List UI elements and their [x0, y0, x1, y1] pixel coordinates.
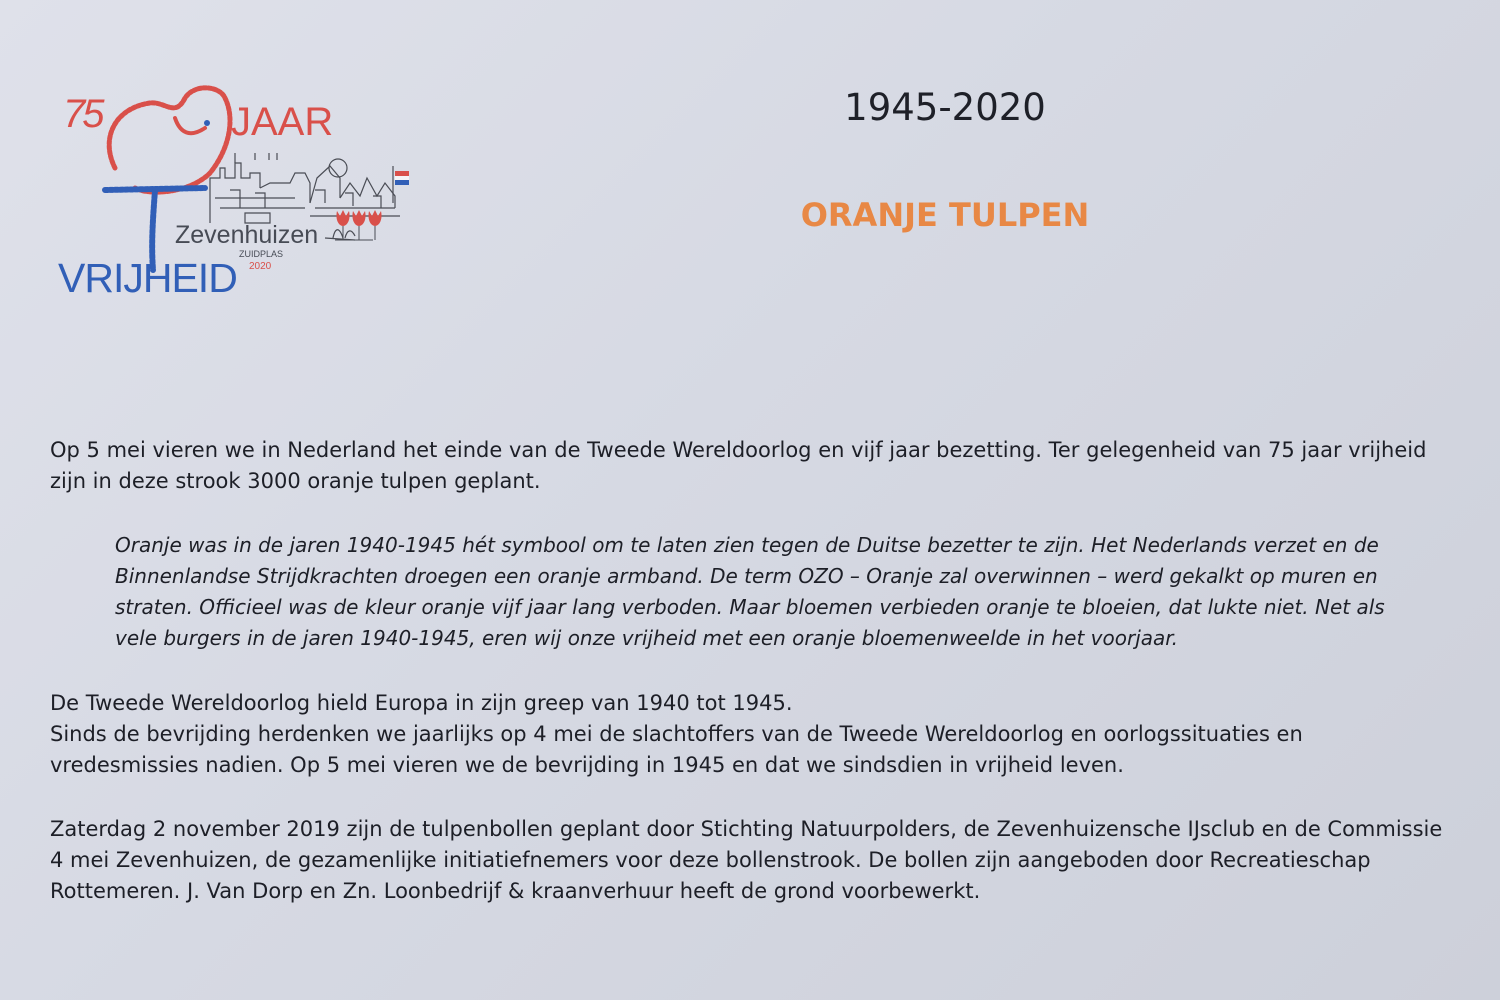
logo-word-top: JAAR [231, 100, 334, 144]
logo-municipality: ZUIDPLAS [239, 249, 284, 259]
logo-word-bottom: VRIJHEID [58, 255, 237, 301]
text-line: Rottemeren. J. Van Dorp en Zn. Loonbedrijf & kraanverhuur heeft de grond voorbewerkt. [50, 879, 981, 903]
quote-paragraph [115, 530, 1385, 654]
period-heading: 1945-2020 [844, 86, 1046, 129]
logo-year: 2020 [249, 261, 272, 272]
text-line: Op 5 mei vieren we in Nederland het einde van de Tweede Wereldoorlog en vijf jaar bezetting. Ter gelegenheid van 75 jaar vrijheid [50, 438, 1427, 462]
sign-title: ORANJE TULPEN [800, 196, 1090, 234]
text-line: Zaterdag 2 november 2019 zijn de tulpenbollen geplant door Stichting Natuurpolders, de Zevenhuizensche IJsclub en de Commissie [50, 817, 1443, 841]
planting-paragraph [50, 814, 1442, 907]
text-line: Binnenlandse Strijdkrachten droegen een oranje armband. De term OZO – Oranje zal overwinnen – werd gekalkt op muren en [115, 564, 1378, 588]
text-line: Oranje was in de jaren 1940-1945 hét symbool om te laten zien tegen de Duitse bezetter te zijn. Het Nederlands verzet en de [115, 533, 1379, 557]
text-line: vele burgers in de jaren 1940-1945, eren wij onze vrijheid met een oranje bloemenweelde in het voorjaar. [115, 626, 1179, 650]
text-line: zijn in deze strook 3000 oranje tulpen geplant. [50, 469, 541, 493]
text-line: 4 mei Zevenhuizen, de gezamenlijke initiatiefnemers voor deze bollenstrook. De bollen zijn aangeboden door Recreatieschap [50, 848, 1371, 872]
logo-place-name: Zevenhuizen [175, 221, 319, 249]
intro-paragraph [50, 435, 1426, 497]
text-line: straten. Officieel was de kleur oranje vijf jaar lang verboden. Maar bloemen verbieden oranje te bloeien, dat lukte niet. Net als [115, 595, 1385, 619]
history-paragraph [50, 688, 1303, 781]
commemoration-logo [55, 78, 425, 308]
text-line: Sinds de bevrijding herdenken we jaarlijks op 4 mei de slachtoffers van de Tweede Wereldoorlog en oorlogssituaties en [50, 722, 1303, 746]
text-line: vredesmissies nadien. Op 5 mei vieren we de bevrijding in 1945 en dat we sindsdien in vrijheid leven. [50, 753, 1124, 777]
text-line: De Tweede Wereldoorlog hield Europa in zijn greep van 1940 tot 1945. [50, 691, 793, 715]
logo-number: 75 [63, 92, 102, 136]
